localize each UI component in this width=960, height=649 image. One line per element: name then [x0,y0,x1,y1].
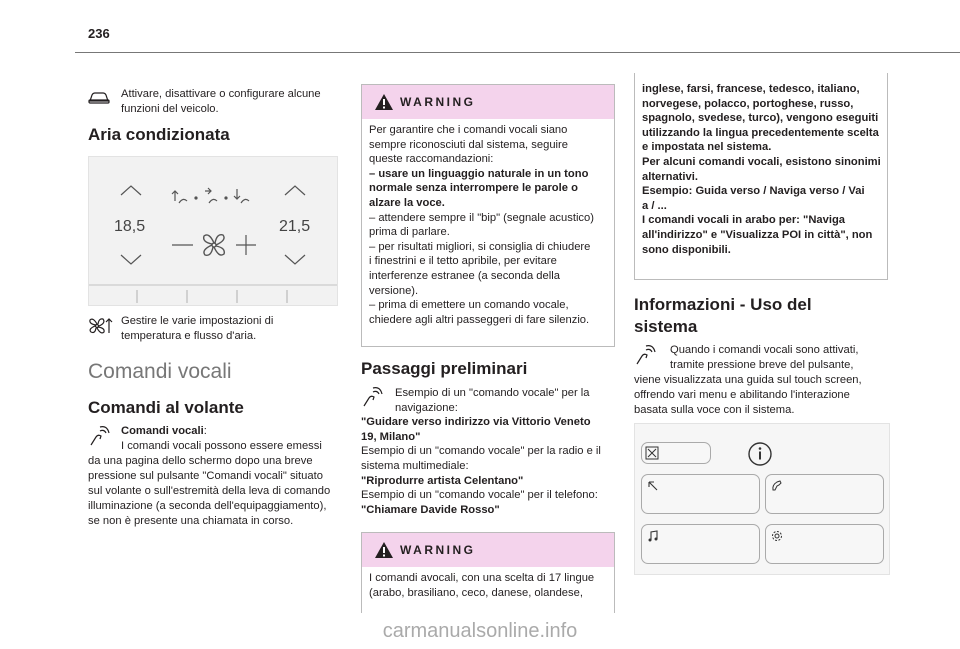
intro-line-1: Attivare, disattivare o configurare alcune [121,88,321,100]
climate-fan-icon [88,316,114,336]
car-settings-icon [88,90,110,106]
section-title-aria: Aria condizionata [88,125,230,144]
warning1-line-14: chiedere agli altri passeggeri di fare silenzio. [369,313,590,326]
section-title-passaggi: Passaggi preliminari [361,359,528,378]
languages-line-6: Per alcuni comandi vocali, esistono sinonimi [642,155,881,168]
warning1-line-8: prima di parlare. [369,226,450,239]
warning1-line-5: normale senza interrompere le parole o [369,182,578,195]
languages-line-8: Esempio: Guida verso / Naviga verso / Vai [642,185,865,198]
languages-line-9: a / ... [642,199,667,212]
info-line-1: Quando i comandi vocali sono attivati, [670,344,859,356]
right-temperature[interactable]: 21,5 [279,218,311,235]
exit-icon [645,446,659,460]
warning1-line-13: – prima di emettere un comando vocale, [369,299,569,312]
warning1-line-1: Per garantire che i comandi vocali siano [369,124,568,136]
languages-line-10: I comandi vocali in arabo per: "Naviga [642,214,846,227]
left-temperature[interactable]: 18,5 [114,218,146,235]
languages-line-12: sono disponibili. [642,243,731,256]
passaggi-line-5: Esempio di un "comando vocale" per la radio e il [361,445,601,458]
passaggi-line-8: Esempio di un "comando vocale" per il telefono: [361,489,598,502]
exit-tile[interactable] [641,442,711,464]
body-line-2: da una pagina dello schermo dopo una breve [88,455,313,467]
airflow-modes-icon [171,187,257,207]
warning1-line-4: – usare un linguaggio naturale in un tono [369,167,589,180]
passaggi-text [361,386,621,517]
body-line-3: pressione sul pulsante "Comandi vocali" situato [88,470,323,482]
header-rule [75,52,960,53]
languages-line-3: spagnolo, svedese, turco), vengono eseguiti [642,112,879,125]
passaggi-line-2: navigazione: [395,401,458,414]
warning1-line-7: – attendere sempre il "bip" (segnale acustico) [369,211,594,224]
body-line-1: I comandi vocali possono essere emessi [121,440,322,452]
body-line-6: se non è presente una chiamata in corso. [88,515,294,527]
section-title-info-1: Informazioni - Uso del [634,295,812,314]
section-title-info-2: sistema [634,317,698,336]
languages-line-2: norvegese, polacco, portoghese, russo, [642,97,854,110]
warning1-line-12: versione). [369,284,419,297]
climate-screen [88,156,338,306]
warning1-line-2: sempre riconosciuti dal sistema, seguire [369,138,568,151]
passaggi-line-3: "Guidare verso indirizzo via Vittorio Veneto [361,416,591,429]
fan-icon [199,230,229,260]
warning1-line-9: – per risultati migliori, si consiglia di chiudere [369,240,591,253]
climate-caption-2: temperatura e flusso d'aria. [121,330,257,342]
passaggi-line-1: Esempio di un "comando vocale" per la [395,387,590,399]
body-line-5: illuminazione (a seconda dell'equipaggiamento), [88,500,327,512]
voice-command-icon [88,425,110,447]
watermark: carmanualsonline.info [382,620,578,642]
sub-title-volante: Comandi al volante [88,398,244,417]
languages-line-7: alternativi. [642,170,698,183]
languages-text [642,82,886,257]
voice-commands-lead: Comandi vocali [121,425,204,437]
warning-box-1-continued [634,73,888,280]
voice-commands-colon: : [203,425,207,437]
warning1-line-10: i finestrini e il tetto apribile, per evitare [369,255,557,268]
info-line-4: offrendo vari menu e abilitando l'interazione [634,389,850,401]
warning-triangle-icon-2 [374,541,394,559]
passaggi-line-7: "Riprodurre artista Celentano" [361,474,524,487]
languages-line-11: all'indirizzo" e "Visualizza POI in città", non [642,228,873,241]
languages-line-4: utilizzando la lingua precedentemente scelta [642,126,879,139]
intro-line-2: funzioni del veicolo. [121,103,219,115]
warning-triangle-icon [374,93,394,111]
languages-line-1: inglese, farsi, francese, tedesco, italiano, [642,83,860,95]
passaggi-line-6: sistema multimediale: [361,459,469,472]
phone-icon [771,480,783,492]
warning-box-2 [361,532,615,613]
passaggi-line-4: 19, Milano" [361,430,421,443]
info-line-2: tramite pressione breve del pulsante, [670,359,854,371]
gear-icon [771,530,783,542]
warning-label-1: WARNING [400,95,476,109]
warning1-line-3: queste raccomandazioni: [369,153,494,166]
warning-text-1 [369,123,613,327]
passaggi-line-9: "Chiamare Davide Rosso" [361,503,500,516]
warning-box-1 [361,84,615,347]
info-icon[interactable] [747,441,773,467]
climate-caption-1: Gestire le varie impostazioni di [121,315,274,327]
body-line-4: sul volante o sull'estremità della leva di comando [88,485,331,497]
voice-command-icon-3 [634,344,656,366]
phone-tile[interactable] [765,474,884,514]
warning2-line-2: (arabo, brasiliano, ceco, danese, olandese, [369,587,583,599]
warning-header-1 [362,85,614,119]
warning2-line-1: I comandi avocali, con una scelta di 17 lingue [369,572,595,584]
info-line-5: basata sulla voce con il sistema. [634,404,795,416]
warning-label-2: WARNING [400,543,476,557]
navigation-icon [647,480,659,492]
warning1-line-6: alzare la voce. [369,196,445,209]
warning1-line-11: interferenze estranee (a seconda della [369,269,560,282]
info-line-3: viene visualizzata una guida sul touch screen, [634,374,862,386]
page-number: 236 [88,26,110,41]
media-tile[interactable] [641,524,760,564]
voice-guide-screen [634,423,890,575]
warning-header-2 [362,533,614,567]
navigation-tile[interactable] [641,474,760,514]
music-note-icon [647,530,659,542]
languages-line-5: e impostata nel sistema. [642,141,772,154]
chapter-title: Comandi vocali [88,360,232,383]
settings-tile[interactable] [765,524,884,564]
